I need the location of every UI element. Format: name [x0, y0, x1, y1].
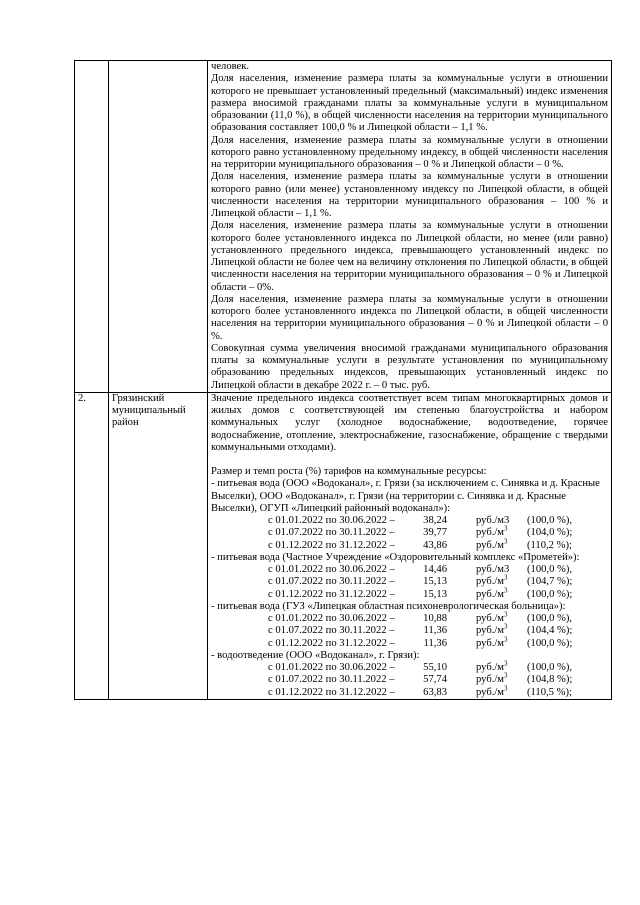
tariff-percent: (100,0 %); — [527, 588, 573, 600]
tariff-period: с 01.07.2022 по 30.11.2022 – — [268, 674, 395, 686]
tariff-unit-text: руб./м — [476, 662, 504, 673]
tariff-value: 11,36 — [423, 637, 447, 649]
spacer — [211, 454, 608, 466]
document-table — [74, 60, 612, 700]
tariff-unit-exponent: 3 — [504, 671, 508, 680]
tariff-row — [211, 524, 608, 539]
tariff-period: с 01.12.2022 по 31.12.2022 – — [268, 588, 395, 600]
tariff-value: 38,24 — [423, 515, 447, 526]
tariff-unit-exponent: 3 — [504, 659, 508, 668]
tariff-group-title: - водоотведение (ООО «Водоканал», г. Грязи): — [211, 649, 420, 661]
paragraph: Доля населения, изменение размера платы за коммунальные услуги в отношении которого равно установленному предельному индексу, в общей численности населения на территории муниципального образования – 0 % и Липецкой области – 0 %. — [211, 134, 608, 170]
tariff-unit-text: руб./м3 — [476, 564, 510, 575]
tariff-row — [211, 610, 608, 625]
tariff-unit-exponent: 3 — [504, 524, 508, 533]
tariff-percent: (110,2 %); — [527, 539, 572, 551]
tariff-row — [211, 659, 608, 674]
tariff-percent: (100,0 %), — [527, 564, 573, 575]
tariff-unit — [447, 659, 527, 674]
tariff-unit-text: руб./м — [476, 539, 504, 551]
tariff-period: с 01.12.2022 по 31.12.2022 – — [268, 637, 395, 649]
tariff-unit-text: руб./м — [476, 576, 504, 588]
tariff-row — [211, 634, 608, 650]
paragraph: Совокупная сумма увеличения вносимой гражданами муниципального образования платы за коммунальные услуги в результате установления по муниципальному образованию предельных индексов, превышающих установленный индекс по Липецкой области в декабре 2022 г. – 0 тыс. руб. — [211, 342, 608, 391]
municipality-cell — [109, 392, 208, 699]
description-cell — [208, 61, 612, 393]
tariff-value: 10,88 — [423, 613, 447, 624]
tariff-unit-exponent: 3 — [504, 622, 508, 631]
tariff-group-title: - питьевая вода (Частное Учреждение «Оздоровительный комплекс «Прометей»): — [211, 551, 580, 563]
row-number: 2. — [78, 392, 86, 404]
tariff-percent: (100,0 %); — [527, 637, 573, 649]
tariff-value: 63,83 — [423, 686, 447, 698]
tariff-percent: (110,5 %); — [527, 686, 572, 698]
tariff-unit-exponent: 3 — [504, 536, 508, 545]
tariff-percent: (100,0 %), — [527, 515, 573, 526]
tariff-percent: (104,7 %); — [527, 576, 573, 588]
tariff-unit-exponent: 3 — [504, 610, 508, 619]
description-cell — [208, 392, 612, 699]
tariff-unit-text: руб./м3 — [476, 515, 510, 526]
tariff-unit-text: руб./м — [476, 674, 504, 686]
tariff-unit — [447, 671, 527, 686]
tariff-row — [211, 536, 608, 552]
tariff-row — [211, 573, 608, 588]
tariff-unit-text: руб./м — [476, 637, 504, 649]
tariff-period: с 01.07.2022 по 30.11.2022 – — [268, 625, 395, 637]
tariff-unit — [447, 683, 527, 699]
tariff-period: с 01.07.2022 по 30.11.2022 – — [268, 576, 395, 588]
tariff-unit — [447, 564, 527, 576]
paragraph: человек. — [211, 61, 250, 72]
tariff-value: 43,86 — [423, 539, 447, 551]
tariff-unit — [447, 573, 527, 588]
paragraph: Значение предельного индекса соответствует всем типам многоквартирных домов и жилых домов с соответствующей им степенью благоустройства и набором коммунальных услуг (холодное водоснабжение, водоотведение, горячее водоснабжение, отопление, электроснабжение, газоснабжение, обращение с твердыми коммунальными отходами). — [211, 392, 608, 453]
tariff-unit-text: руб./м — [476, 588, 504, 600]
tariff-unit-text: руб./м — [476, 527, 504, 539]
tariff-unit — [447, 524, 527, 539]
tariffs-heading: Размер и темп роста (%) тарифов на коммунальные ресурсы: — [211, 466, 487, 477]
tariff-percent: (104,4 %); — [527, 625, 573, 637]
municipality-cell — [109, 61, 208, 393]
tariff-value: 55,10 — [423, 662, 447, 673]
tariff-period: с 01.01.2022 по 30.06.2022 – — [268, 613, 395, 624]
tariff-unit-exponent: 3 — [504, 683, 508, 692]
tariff-unit-text: руб./м — [476, 686, 504, 698]
paragraph: Доля населения, изменение размера платы за коммунальные услуги в отношении которого не превышает установленный предельный (максимальный) индекс изменения размера вносимой гражданами платы за коммунальные услуги в муниципальном образовании (11,0 %), в общей численности населения на территории муниципального образования составляет 100,0 % и Липецкой области – 1,1 %. — [211, 73, 608, 134]
paragraph: Доля населения, изменение размера платы за коммунальные услуги в отношении которого более установленного индекса по Липецкой области, но менее (или равно) установленного предельного индекса, превышающего установленный индекс по Липецкой области не более чем на величину отклонения по Липецкой области, в общей численности населения на территории муниципального образования – 0 % и Липецкой области – 0%. — [211, 220, 608, 293]
tariff-row — [211, 515, 608, 527]
tariff-unit — [447, 585, 527, 601]
tariff-row — [211, 585, 608, 601]
tariff-unit — [447, 515, 527, 527]
tariff-period: с 01.07.2022 по 30.11.2022 – — [268, 527, 395, 539]
tariff-unit-exponent: 3 — [504, 585, 508, 594]
paragraph: Доля населения, изменение размера платы за коммунальные услуги в отношении которого более установленного индекса по Липецкой области, в общей численности населения на территории муниципального образования – 0 % и Липецкой области – 0 %. — [211, 293, 608, 342]
tariff-period: с 01.01.2022 по 30.06.2022 – — [268, 515, 395, 526]
tariff-row — [211, 683, 608, 699]
tariff-value: 11,36 — [423, 625, 447, 637]
tariff-value: 15,13 — [423, 588, 447, 600]
tariff-unit — [447, 610, 527, 625]
tariff-row — [211, 671, 608, 686]
row-number-cell — [75, 392, 109, 699]
tariff-row — [211, 564, 608, 576]
tariff-period: с 01.01.2022 по 30.06.2022 – — [268, 662, 395, 673]
tariff-percent: (100,0 %), — [527, 613, 573, 624]
tariff-value: 14,46 — [423, 564, 447, 575]
tariff-group-title: - питьевая вода (ООО «Водоканал», г. Грязи (за исключением с. Синявка и д. Красные Выселки), ООО «Водоканал», г. Грязи (на территории с. Синявка и д. Красные Выселки), ОГУП «Липецкий районный водоканал»): — [211, 478, 600, 514]
tariff-value: 57,74 — [423, 674, 447, 686]
tariff-unit-exponent: 3 — [504, 573, 508, 582]
tariff-unit — [447, 536, 527, 552]
tariff-value: 39,77 — [423, 527, 447, 539]
tariff-period: с 01.01.2022 по 30.06.2022 – — [268, 564, 395, 575]
municipality-name: Грязинский муниципальный район — [112, 392, 186, 429]
tariff-unit-text: руб./м — [476, 613, 504, 624]
table-row — [75, 61, 612, 393]
tariff-groups — [211, 478, 608, 699]
tariff-period: с 01.12.2022 по 31.12.2022 – — [268, 539, 395, 551]
tariff-unit-text: руб./м — [476, 625, 504, 637]
tariff-unit — [447, 622, 527, 637]
tariff-percent: (104,0 %); — [527, 527, 573, 539]
tariff-period: с 01.12.2022 по 31.12.2022 – — [268, 686, 395, 698]
paragraph: Доля населения, изменение размера платы за коммунальные услуги в отношении которого равно (или менее) установленному индексу по Липецкой области, в общей численности населения на территории муниципального образования – 100 % и Липецкой области – 1,1 %. — [211, 171, 608, 219]
tariff-group-title: - питьевая вода (ГУЗ «Липецкая областная психоневрологическая больница»): — [211, 600, 566, 612]
tariff-percent: (104,8 %); — [527, 674, 573, 686]
tariff-row — [211, 622, 608, 637]
tariff-unit-exponent: 3 — [504, 634, 508, 643]
table-row — [75, 392, 612, 699]
tariff-unit — [447, 634, 527, 650]
tariff-percent: (100,0 %), — [527, 662, 573, 673]
row-number-cell — [75, 61, 109, 393]
tariff-value: 15,13 — [423, 576, 447, 588]
